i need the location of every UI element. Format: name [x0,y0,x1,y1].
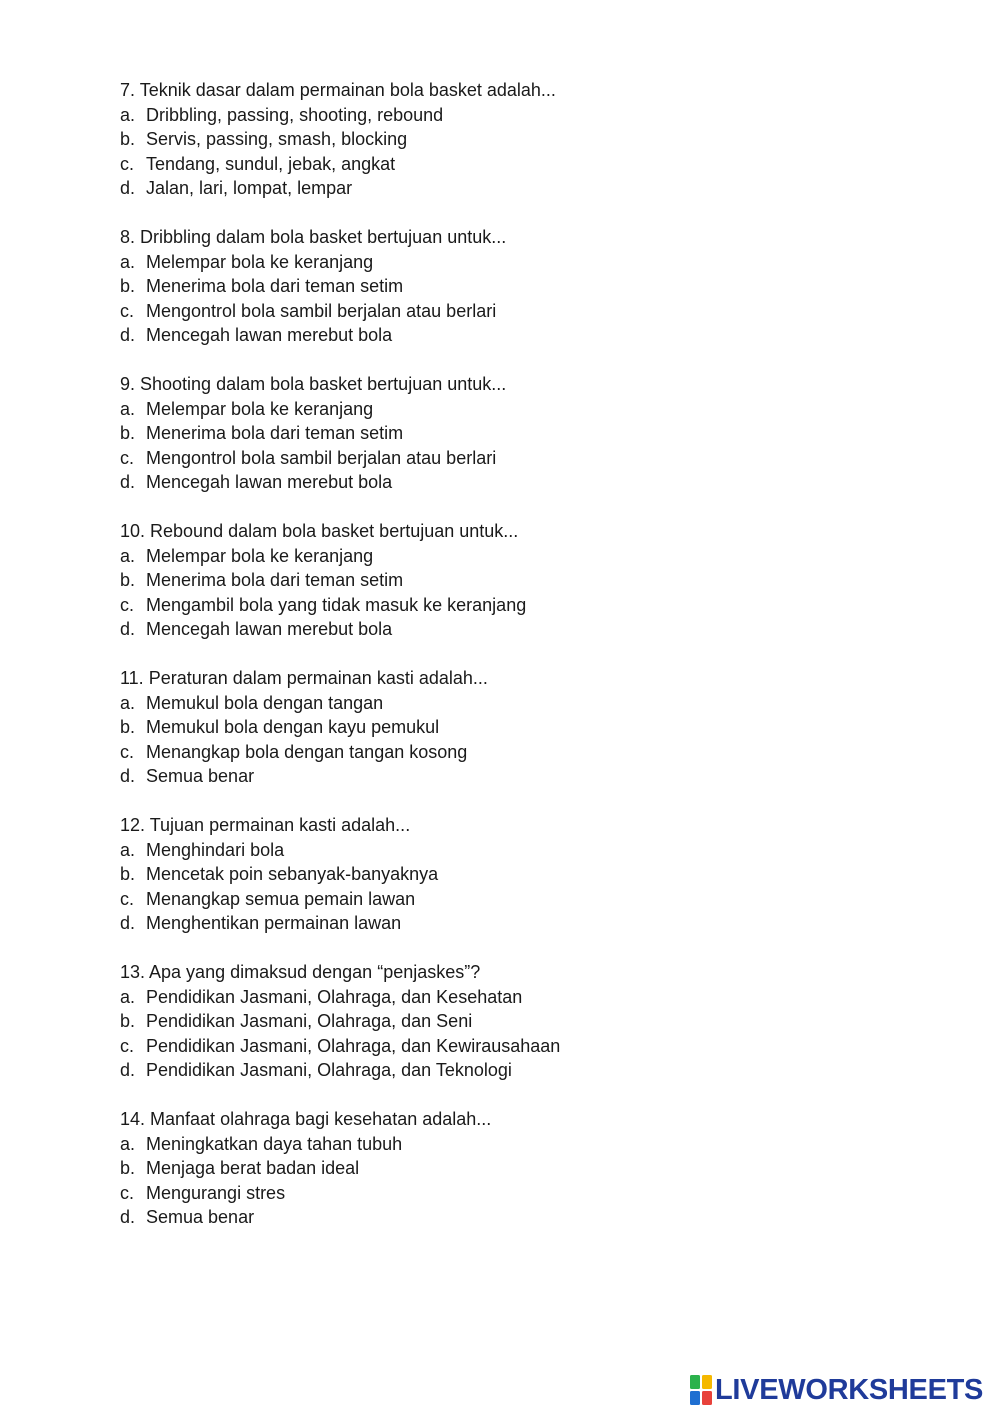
question-list [120,78,940,1230]
option-text: Melempar bola ke keranjang [146,545,374,566]
option-letter: b. [120,1158,136,1178]
option-letter: b. [120,717,136,737]
option-text: Menangkap bola dengan tangan kosong [146,741,468,762]
answer-option [120,764,940,789]
option-letter: a. [120,1133,136,1154]
option-text: Semua benar [146,1207,255,1227]
answer-option [120,985,940,1010]
option-text: Melempar bola ke keranjang [146,251,374,272]
question-text: 10. Rebound dalam bola basket bertujuan untuk... [120,521,519,541]
answer-option [120,127,940,152]
question-block [120,666,940,789]
question-text: 11. Peraturan dalam permainan kasti adalah... [120,668,488,688]
option-letter: d. [120,913,136,933]
option-letter: c. [120,741,135,762]
option-letter: a. [120,839,136,860]
answer-option [120,1205,940,1230]
option-text: Mengontrol bola sambil berjalan atau berlari [146,447,497,468]
question-block [120,372,940,495]
answer-option [120,1034,940,1059]
option-text: Meningkatkan daya tahan tubuh [146,1133,403,1154]
logo-tile-red [702,1391,712,1405]
logo-wordmark[interactable]: LIVEWORKSHEETS [715,1374,984,1406]
answer-option [120,617,940,642]
option-letter: a. [120,398,136,419]
answer-option [120,1009,940,1034]
option-letter: a. [120,692,136,713]
option-letter: d. [120,325,136,345]
option-text: Jalan, lari, lompat, lempar [146,178,353,198]
logo-tile-yellow [702,1375,712,1389]
option-letter: a. [120,986,136,1007]
logo-tile-green [690,1375,700,1389]
answer-option [120,887,940,912]
option-text: Pendidikan Jasmani, Olahraga, dan Teknologi [146,1060,512,1080]
option-letter: c. [120,300,135,321]
answer-option [120,152,940,177]
answer-option [120,470,940,495]
option-text: Tendang, sundul, jebak, angkat [146,153,396,174]
option-text: Menghindari bola [146,839,285,860]
option-text: Mencegah lawan merebut bola [146,325,393,345]
answer-option [120,446,940,471]
question-text: 8. Dribbling dalam bola basket bertujuan untuk... [120,227,507,247]
question-block [120,813,940,936]
option-text: Menerima bola dari teman setim [146,570,404,590]
question-block [120,519,940,642]
option-letter: b. [120,1011,136,1031]
answer-option [120,176,940,201]
option-text: Menjaga berat badan ideal [146,1158,360,1178]
question-text: 7. Teknik dasar dalam permainan bola basket adalah... [120,80,556,100]
worksheet-page [120,78,940,1254]
answer-option [120,397,940,422]
answer-option [120,1058,940,1083]
option-text: Mengambil bola yang tidak masuk ke keranjang [146,594,527,615]
option-letter: c. [120,1035,135,1056]
answer-option [120,323,940,348]
option-text: Menerima bola dari teman setim [146,423,404,443]
answer-option [120,250,940,275]
option-letter: d. [120,1060,136,1080]
option-letter: c. [120,594,135,615]
question-block [120,960,940,1083]
answer-option [120,299,940,324]
option-text: Melempar bola ke keranjang [146,398,374,419]
option-text: Mencegah lawan merebut bola [146,619,393,639]
option-letter: d. [120,178,136,198]
question-text: 14. Manfaat olahraga bagi kesehatan adalah... [120,1109,492,1129]
option-text: Memukul bola dengan tangan [146,692,384,713]
option-letter: a. [120,545,136,566]
answer-option [120,568,940,593]
option-text: Memukul bola dengan kayu pemukul [146,717,440,737]
option-letter: d. [120,1207,136,1227]
option-text: Menerima bola dari teman setim [146,276,404,296]
answer-option [120,911,940,936]
liveworksheets-logo-icon [690,1375,712,1405]
question-text: 9. Shooting dalam bola basket bertujuan untuk... [120,374,507,394]
question-text: 12. Tujuan permainan kasti adalah... [120,815,411,835]
option-letter: c. [120,888,135,909]
option-text: Mencegah lawan merebut bola [146,472,393,492]
answer-option [120,593,940,618]
option-letter: b. [120,570,136,590]
answer-option [120,1132,940,1157]
answer-option [120,715,940,740]
option-letter: b. [120,423,136,443]
option-letter: d. [120,472,136,492]
answer-option [120,740,940,765]
option-letter: b. [120,129,136,149]
question-block [120,1107,940,1230]
option-text: Menangkap semua pemain lawan [146,888,416,909]
option-letter: b. [120,864,136,884]
answer-option [120,1156,940,1181]
answer-option [120,691,940,716]
logo-tile-blue [690,1391,700,1405]
option-text: Pendidikan Jasmani, Olahraga, dan Seni [146,1011,473,1031]
option-text: Semua benar [146,766,255,786]
option-letter: b. [120,276,136,296]
option-letter: a. [120,104,136,125]
question-block [120,225,940,348]
answer-option [120,1181,940,1206]
option-text: Dribbling, passing, shooting, rebound [146,104,444,125]
question-text: 13. Apa yang dimaksud dengan “penjaskes”? [120,962,481,982]
answer-option [120,838,940,863]
option-letter: d. [120,619,136,639]
answer-option [120,103,940,128]
option-text: Pendidikan Jasmani, Olahraga, dan Kesehatan [146,986,523,1007]
liveworksheets-logo[interactable] [690,1372,983,1408]
option-letter: c. [120,153,135,174]
answer-option [120,274,940,299]
answer-option [120,421,940,446]
option-text: Mengontrol bola sambil berjalan atau berlari [146,300,497,321]
option-text: Servis, passing, smash, blocking [146,129,408,149]
option-text: Pendidikan Jasmani, Olahraga, dan Kewirausahaan [146,1035,561,1056]
answer-option [120,862,940,887]
option-letter: c. [120,447,135,468]
answer-option [120,544,940,569]
option-text: Mencetak poin sebanyak-banyaknya [146,864,439,884]
option-letter: c. [120,1182,135,1203]
option-letter: a. [120,251,136,272]
question-block [120,78,940,201]
option-text: Mengurangi stres [146,1182,286,1203]
option-text: Menghentikan permainan lawan [146,913,402,933]
option-letter: d. [120,766,136,786]
